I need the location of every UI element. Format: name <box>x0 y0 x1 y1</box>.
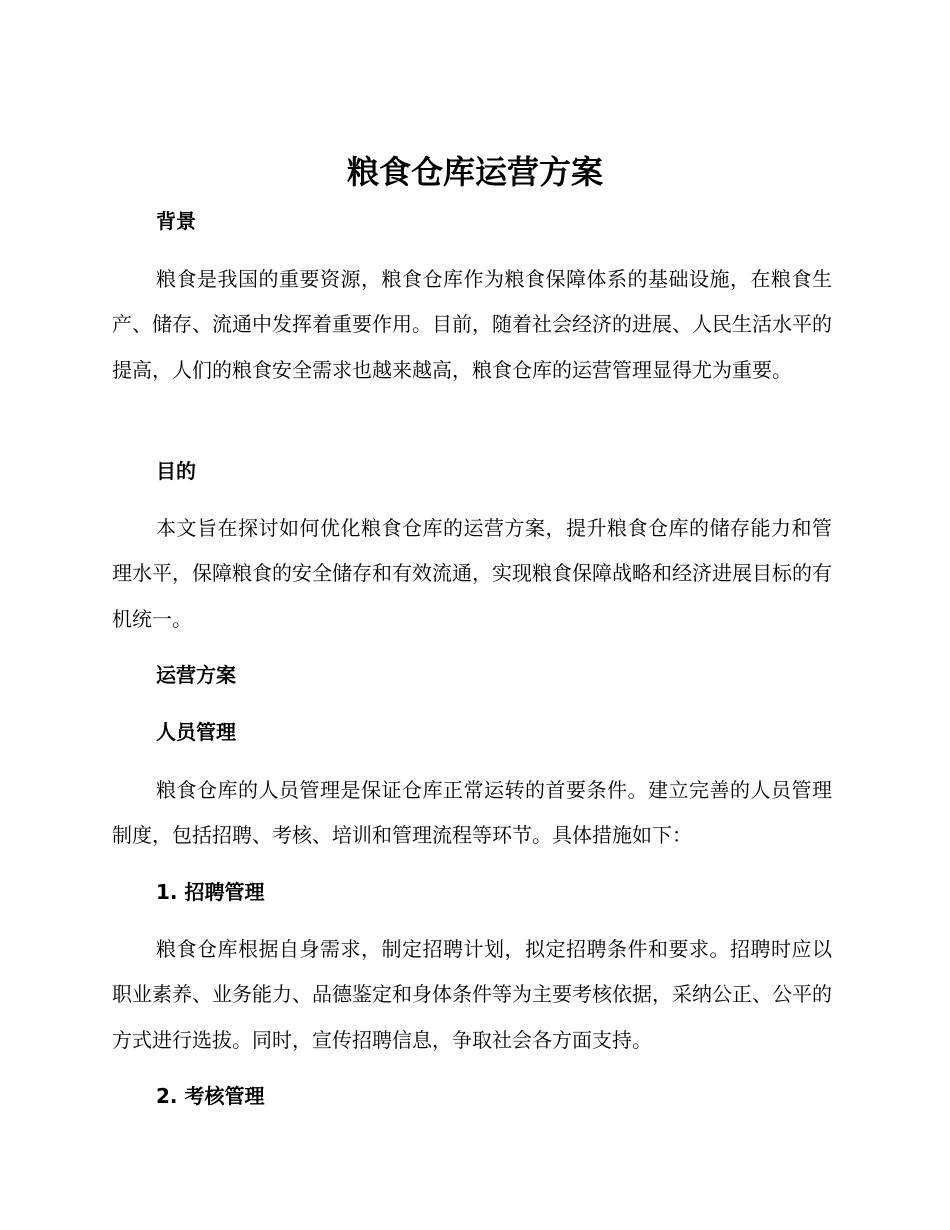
document-title: 粮食仓库运营方案 <box>346 153 603 191</box>
section-heading-background: 背景 <box>156 209 196 233</box>
paragraph-background: 粮食是我国的重要资源，粮食仓库作为粮食保障体系的基础设施，在粮食生产、储存、流通中发挥着重要作用。目前，随着社会经济的进展、人民生活水平的提高，人们的粮食安全需求也越来越高，粮食仓库的运营管理显得尤为重要。 <box>112 267 832 382</box>
section-heading-purpose: 目的 <box>156 459 196 483</box>
section-heading-operation-plan: 运营方案 <box>156 663 236 687</box>
paragraph-personnel-management: 粮食仓库的人员管理是保证仓库正常运转的首要条件。建立完善的人员管理制度，包括招聘、考核、培训和管理流程等环节。具体措施如下： <box>112 778 832 848</box>
paragraph-purpose: 本文旨在探讨如何优化粮食仓库的运营方案，提升粮食仓库的储存能力和管理水平，保障粮食的安全储存和有效流通，实现粮食保障战略和经济进展目标的有机统一。 <box>112 516 832 631</box>
paragraph-recruitment: 粮食仓库根据自身需求，制定招聘计划，拟定招聘条件和要求。招聘时应以职业素养、业务能力、品德鉴定和身体条件等为主要考核依据，采纳公正、公平的方式进行选拔。同时，宣传招聘信息，争取社会各方面支持。 <box>112 937 832 1052</box>
section-heading-personnel-management: 人员管理 <box>156 720 236 744</box>
section-heading-assessment: 2. 考核管理 <box>156 1084 265 1108</box>
section-heading-recruitment: 1. 招聘管理 <box>156 880 265 904</box>
